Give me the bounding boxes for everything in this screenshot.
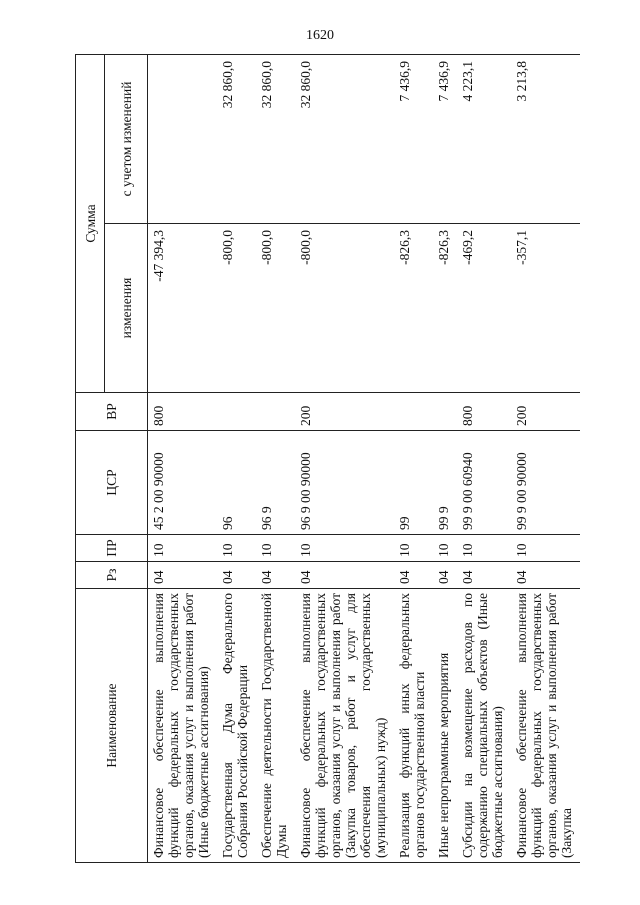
rotated-table-container: [75, 55, 640, 863]
header-summa: Сумма: [76, 54, 105, 392]
row-pr: 10: [394, 535, 433, 562]
row-change: -800,0: [217, 224, 256, 393]
row-csr: 99 9 00 90000: [511, 431, 580, 535]
row-pr: 10: [295, 535, 394, 562]
row-name: Финансовое обеспечение выполнения функций федеральных государственных органов, оказания услуг и выполнения работ (Закупка товаров, работ и услуг для обеспечения государственных (муниципальных) нужд): [295, 589, 394, 863]
row-change: -826,3: [394, 224, 433, 393]
row-name: Иные непрограммные мероприятия: [433, 589, 457, 863]
table-row: [511, 54, 580, 862]
row-name: Субсидии на возмещение расходов по содержанию специальных объектов (Иные бюджетные ассигнования): [457, 589, 511, 863]
row-total: 7 436,9: [394, 54, 433, 223]
row-total: 4 223,1: [457, 54, 511, 223]
row-rz: 04: [217, 562, 256, 589]
table-row: [433, 54, 457, 862]
row-vr: 200: [295, 393, 394, 431]
row-vr: [217, 393, 256, 431]
row-pr: 10: [217, 535, 256, 562]
page-number: 1620: [306, 28, 334, 43]
row-total: 32 860,0: [295, 54, 394, 223]
row-pr: 10: [457, 535, 511, 562]
row-pr: 10: [433, 535, 457, 562]
row-name: Финансовое обеспечение выполнения функций федеральных государственных органов, оказания услуг и выполнения работ (Закупка: [511, 589, 580, 863]
header-pr: ПР: [76, 535, 148, 562]
row-total: [148, 54, 218, 223]
row-rz: 04: [457, 562, 511, 589]
row-csr: 96: [217, 431, 256, 535]
header-row-1: [76, 54, 105, 862]
row-name: Государственная Дума Федерального Собрания Российской Федерации: [217, 589, 256, 863]
row-total: 3 213,8: [511, 54, 580, 223]
row-rz: 04: [148, 562, 218, 589]
row-csr: 96 9 00 90000: [295, 431, 394, 535]
table-row: [457, 54, 511, 862]
row-vr: [394, 393, 433, 431]
row-change: -47 394,3: [148, 224, 218, 393]
row-pr: 10: [148, 535, 218, 562]
table-body: [148, 54, 581, 862]
row-total: 32 860,0: [256, 54, 295, 223]
row-vr: 800: [148, 393, 218, 431]
row-rz: 04: [511, 562, 580, 589]
budget-table: [75, 54, 580, 863]
row-csr: 99 9: [433, 431, 457, 535]
row-rz: 04: [433, 562, 457, 589]
row-name: Реализация функций иных федеральных органов государственной власти: [394, 589, 433, 863]
row-rz: 04: [394, 562, 433, 589]
row-pr: 10: [256, 535, 295, 562]
table-row: [217, 54, 256, 862]
row-csr: 99: [394, 431, 433, 535]
row-name: Обеспечение деятельности Государственной Думы: [256, 589, 295, 863]
header-name: Наименование: [76, 589, 148, 863]
row-total: 32 860,0: [217, 54, 256, 223]
header-rz: Рз: [76, 562, 148, 589]
header-vr: ВР: [76, 393, 148, 431]
row-change: -357,1: [511, 224, 580, 393]
row-total: 7 436,9: [433, 54, 457, 223]
header-csr: ЦСР: [76, 431, 148, 535]
row-change: -800,0: [256, 224, 295, 393]
table-row: [295, 54, 394, 862]
row-vr: 800: [457, 393, 511, 431]
row-name: Финансовое обеспечение выполнения функций федеральных государственных органов, оказания услуг и выполнения работ (Иные бюджетные ассигнования): [148, 589, 218, 863]
row-vr: 200: [511, 393, 580, 431]
row-vr: [433, 393, 457, 431]
table-row: [394, 54, 433, 862]
row-csr: 45 2 00 90000: [148, 431, 218, 535]
row-rz: 04: [256, 562, 295, 589]
header-changes: изменения: [105, 224, 148, 393]
row-change: -826,3: [433, 224, 457, 393]
row-pr: 10: [511, 535, 580, 562]
table-row: [256, 54, 295, 862]
table-row: [148, 54, 218, 862]
row-rz: 04: [295, 562, 394, 589]
row-change: -469,2: [457, 224, 511, 393]
row-change: -800,0: [295, 224, 394, 393]
row-vr: [256, 393, 295, 431]
header-with-changes: с учетом изменений: [105, 54, 148, 223]
row-csr: 96 9: [256, 431, 295, 535]
row-csr: 99 9 00 60940: [457, 431, 511, 535]
